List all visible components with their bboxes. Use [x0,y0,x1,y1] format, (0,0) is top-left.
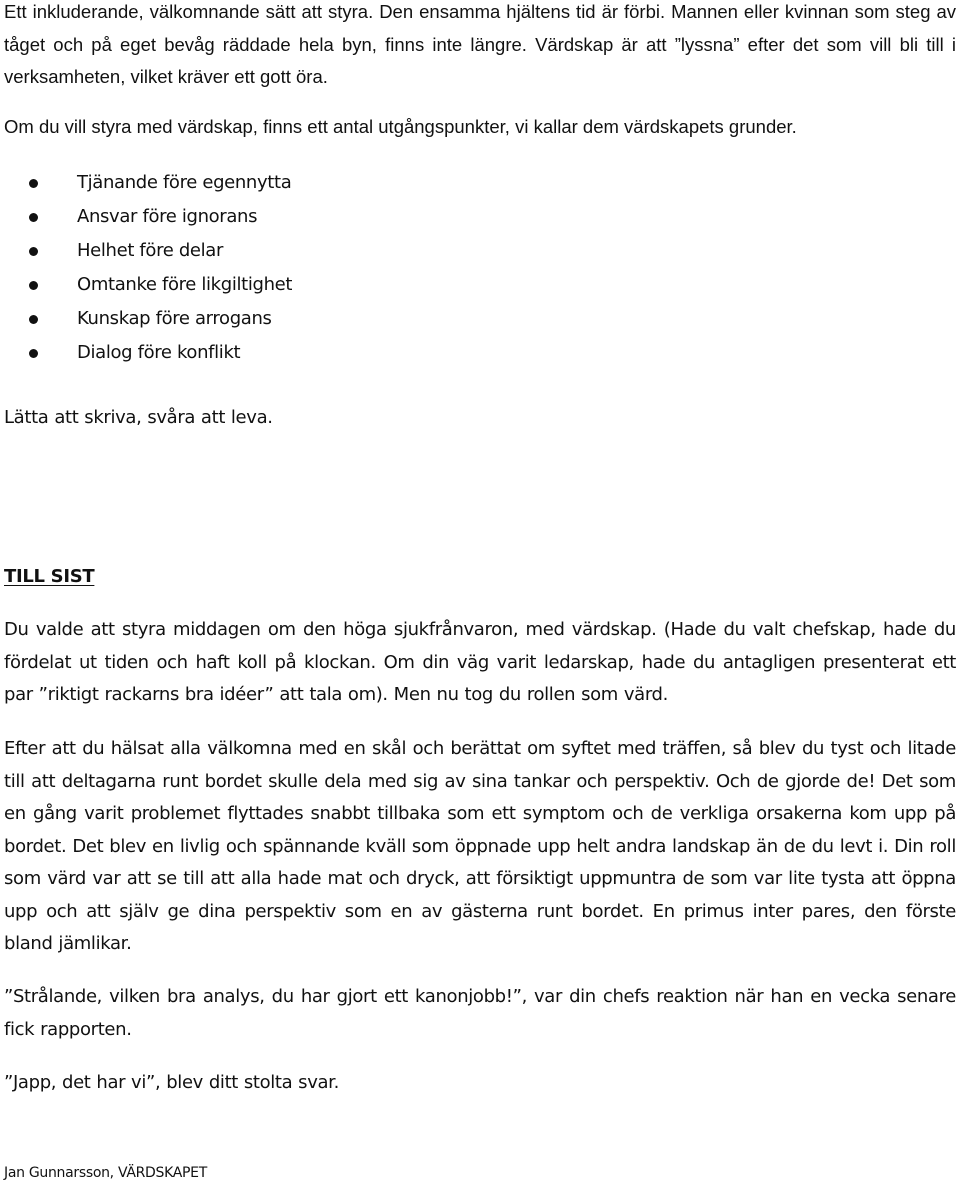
list-item-text: Helhet före delar [77,240,224,261]
section-paragraph: Efter att du hälsat alla välkomna med en skål och berättat om syftet med träffen, så blev du tyst och litade till att deltagarna runt bordet skulle dela med sig av sina tankar och perspektiv. Och de gjorde de! Det som en gång varit problemet flyttades snabbt tillbaka som ett symptom och de verkliga orsakerna kom upp på bordet. Det blev en livlig och spännande kväll som öppnade upp helt andra landskap än de du levt i. Din roll som värd var att se till att alla hade mat och dryck, att försiktigt uppmuntra de som var lite tysta att öppna upp och att själv ge dina perspektiv som en av gästerna runt bordet. En primus inter pares, den förste bland jämlikar. [4,738,956,954]
bullet-icon [29,213,38,222]
list-item [4,302,956,336]
principles-list [4,166,956,370]
bullet-icon [29,349,38,358]
bullet-icon [29,247,38,256]
list-item-text: Omtanke före likgiltighet [77,274,293,295]
intro-paragraph: Om du vill styra med värdskap, finns ett antal utgångspunkter, vi kallar dem värdskapets grunder. [4,116,797,137]
section-paragraph: ”Strålande, vilken bra analys, du har gjort ett kanonjobb!”, var din chefs reaktion när han en vecka senare fick rapporten. [4,986,956,1040]
list-item-text: Dialog före konflikt [77,342,241,363]
list-item-text: Ansvar före ignorans [77,206,258,227]
page-footer: Jan Gunnarsson, VÄRDSKAPET [4,1165,207,1181]
section-heading: TILL SIST [4,566,95,587]
bullet-icon [29,281,38,290]
list-item [4,200,956,234]
intro-paragraph: Ett inkluderande, välkomnande sätt att styra. Den ensamma hjältens tid är förbi. Mannen eller kvinnan som steg av tåget och på eget bevåg räddade hela byn, finns inte längre. Värdskap är att ”lyssna” efter det som vill bli till i verksamheten, vilket kräver ett gott öra. [4,1,956,87]
list-item-text: Kunskap före arrogans [77,308,272,329]
list-item-text: Tjänande före egennytta [77,172,292,193]
list-item [4,234,956,268]
closing-line: Lätta att skriva, svåra att leva. [4,407,273,428]
list-item [4,166,956,200]
section-paragraph: Du valde att styra middagen om den höga sjukfrånvaron, med värdskap. (Hade du valt chefskap, hade du fördelat ut tiden och haft koll på klockan. Om din väg varit ledarskap, hade du antagligen presenterat ett par ”riktigt rackarns bra idéer” att tala om). Men nu tog du rollen som värd. [4,619,956,705]
bullet-icon [29,315,38,324]
list-item [4,336,956,370]
bullet-icon [29,179,38,188]
section-paragraph: ”Japp, det har vi”, blev ditt stolta svar. [4,1072,339,1093]
list-item [4,268,956,302]
